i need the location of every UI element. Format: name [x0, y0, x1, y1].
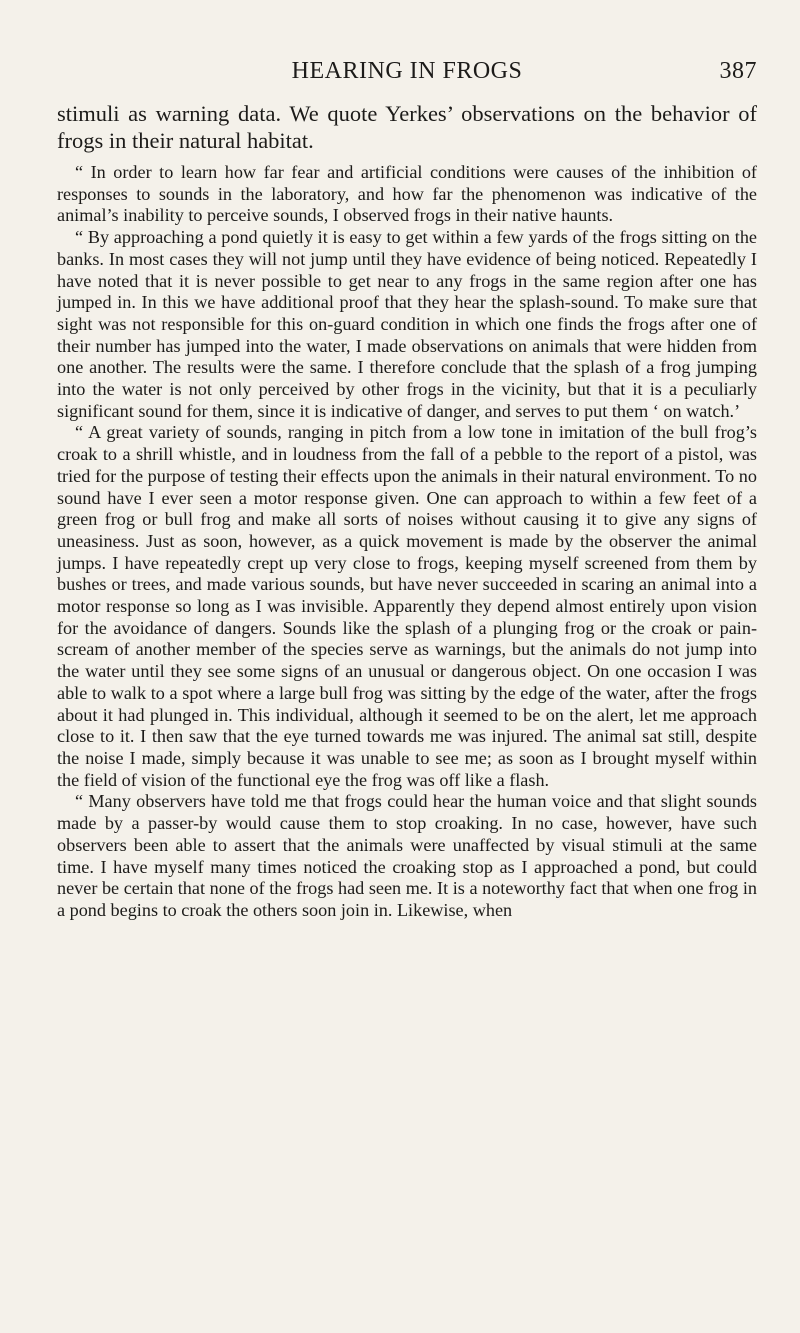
paragraph: “ A great variety of sounds, ranging in pitch from a low tone in imitation of the bull frog’s croak to a shrill whistle, and in loudness from the fall of a pebble to the report of a pistol, was tried for the purpose of testing their effects upon the animals in their natural environment. To no sound have I ever seen a motor response given. One can approach to within a few feet of a green frog or bull frog and make all sorts of noises without causing it to give any signs of uneasiness. Just as soon, however, as a quick movement is made by the observer the animal jumps. I have repeatedly crept up very close to frogs, keeping myself screened from them by bushes or trees, and made various sounds, but have never succeeded in scaring an animal into a motor response so long as I was invisible. Apparently they depend almost entirely upon vision for the avoidance of dangers. Sounds like the splash of a plunging frog or the croak or pain-scream of another member of the species serve as warnings, but the animals do not jump into the water until they see some signs of an unusual or dangerous object. On one occasion I was able to walk to a spot where a large bull frog was sitting by the edge of the water, after the frogs about it had plunged in. This individual, although it seemed to be on the alert, let me approach close to it. I then saw that the eye turned towards me was injured. The animal sat still, despite the noise I made, simply because it was unable to see me; as soon as I brought myself within the field of vision of the functional eye the frog was off like a flash.	[57, 422, 757, 790]
running-head: HEARING IN FROGS	[291, 58, 523, 84]
page-number: 387	[719, 58, 757, 84]
quotation-block	[57, 162, 757, 922]
paragraph: “ Many observers have told me that frogs could hear the human voice and that slight sounds made by a passer-by would cause them to stop croaking. In no case, however, have such observers been able to assert that the animals were unaffected by visual stimuli at the same time. I have myself many times noticed the croaking stop as I approached a pond, but could never be certain that none of the frogs had seen me. It is a noteworthy fact that when one frog in a pond begins to croak the others soon join in. Likewise, when	[57, 791, 757, 920]
book-page	[57, 58, 757, 922]
lead-paragraph: stimuli as warning data. We quote Yerkes’ observations on the behavior of frogs in their natural habitat.	[57, 101, 757, 153]
paragraph: “ By approaching a pond quietly it is easy to get within a few yards of the frogs sitting on the banks. In most cases they will not jump until they have evidence of being noticed. Repeatedly I have noted that it is never possible to get near to any frogs in the same region after one has jumped in. In this we have additional proof that they hear the splash-sound. To make sure that sight was not responsible for this on-guard condition in which one finds the frogs after one of their number has jumped into the water, I made observations on animals that were hidden from one another. The results were the same. I therefore conclude that the splash of a frog jumping into the water is not only perceived by other frogs in the vicinity, but that it is a peculiarly significant sound for them, since it is indicative of danger, and serves to put them ‘ on watch.’	[57, 227, 757, 421]
paragraph: “ In order to learn how far fear and artificial conditions were causes of the inhibition of responses to sounds in the laboratory, and how far the phenomenon was indicative of the animal’s inability to perceive sounds, I observed frogs in their native haunts.	[57, 162, 757, 226]
page-header	[57, 58, 757, 90]
